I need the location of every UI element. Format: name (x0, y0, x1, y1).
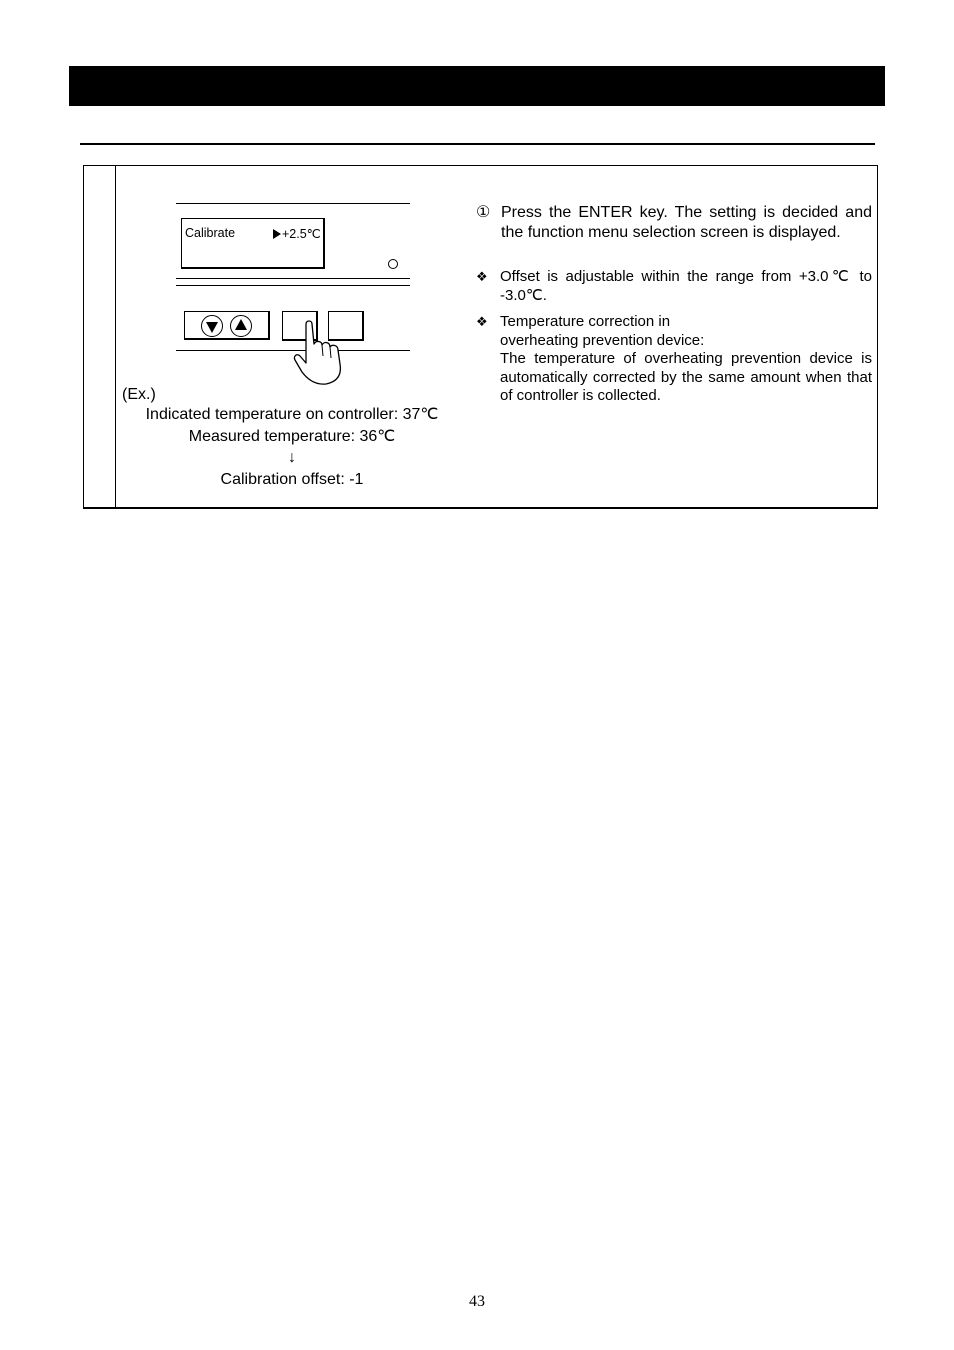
note-title-line-2: overheating prevention device: (500, 331, 705, 349)
up-arrow-icon (235, 319, 247, 330)
example-arrow: ↓ (288, 449, 296, 466)
example-heading: (Ex.) (122, 386, 156, 403)
step-number: ① (476, 204, 491, 221)
example-calibration-offset: Calibration offset: -1 (220, 471, 364, 488)
pressing-hand-icon (292, 318, 352, 386)
note-bullet-icon: ❖ (476, 314, 488, 329)
display-label: Calibrate (185, 226, 236, 240)
indicator-lamp-icon (388, 259, 398, 269)
example-indicated-temperature: Indicated temperature on controller: 37℃ (145, 406, 439, 423)
panel-divider-line-1 (176, 278, 410, 279)
note-title-line-1: Temperature correction in (500, 313, 671, 330)
note-offset-range (476, 268, 872, 305)
panel-top-line (176, 203, 410, 204)
example-measured-temperature: Measured temperature: 36℃ (188, 428, 396, 445)
frame-divider (115, 166, 116, 508)
step-text: Press the ENTER key. The setting is decided and the function menu selection screen is displayed. (501, 204, 872, 241)
note-offset-text: Offset is adjustable within the range from +3.0℃ to -3.0℃. (500, 268, 872, 304)
page-number: 43 (469, 1293, 485, 1310)
display-value-group (273, 226, 321, 241)
note-overheat-text (500, 313, 872, 406)
cursor-arrow-icon (273, 229, 281, 239)
down-arrow-icon (206, 322, 218, 333)
down-key[interactable] (201, 315, 223, 337)
step-1 (476, 203, 872, 243)
up-key[interactable] (230, 315, 252, 337)
section-rule (80, 143, 875, 145)
display-value: +2.5℃ (282, 227, 321, 241)
note-bullet-icon: ❖ (476, 269, 488, 284)
lcd-display (181, 218, 325, 269)
note-body: The temperature of overheating prevention device is automatically corrected by the same amount when that of controller is collected. (500, 350, 872, 404)
note-overheat-correction (476, 313, 872, 406)
header-bar (69, 66, 885, 106)
panel-divider-line-2 (176, 285, 410, 286)
arrow-key-group (184, 311, 270, 340)
